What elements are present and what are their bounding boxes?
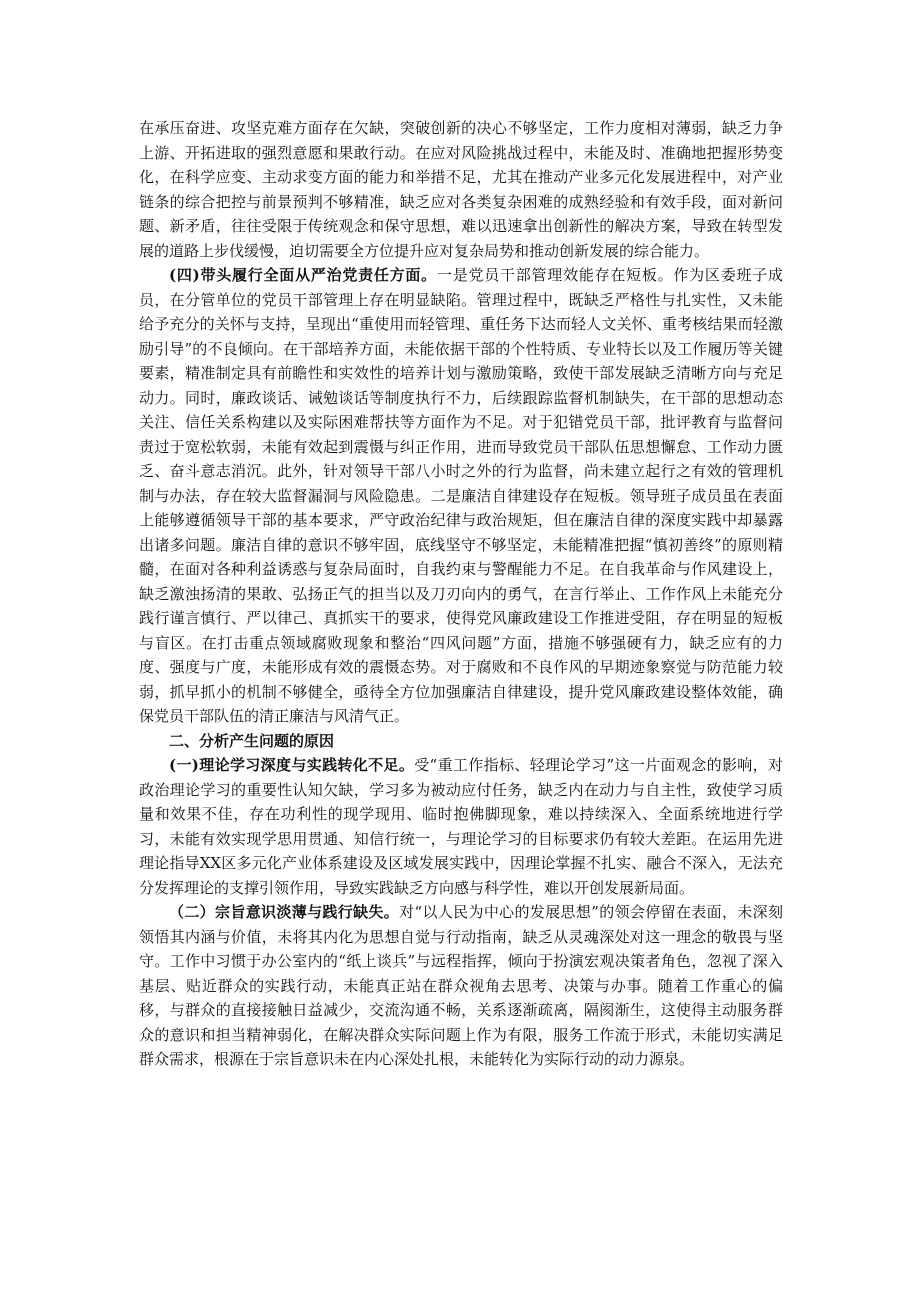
section-heading-1: (一)理论学习深度与实践转化不足。 xyxy=(169,756,415,774)
paragraph-purpose-awareness xyxy=(139,900,783,1072)
paragraph-party-governance xyxy=(139,263,783,729)
paragraph-text: 一是党员干部管理效能存在短板。作为区委班子成员，在分管单位的党员干部管理上存在明显缺陷。管理过程中，既缺乏严格性与扎实性，又未能给予充分的关怀与支持，呈现出“重使用而轻管理、重任务下达而轻人文关怀、重考核结果而轻激励引导”的不良倾向。在干部培养方面，未能依据干部的个性特质、专业特长以及工作履历等关键要素，精准制定具有前瞻性和实效性的培养计划与激励策略，致使干部发展缺乏清晰方向与充足动力。同时，廉政谈话、诫勉谈话等制度执行不力，后续跟踪监督机制缺失，在干部的思想动态关注、信任关系构建以及实际困难帮扶等方面作为不足。对于犯错党员干部，批评教育与监督问责过于宽松软弱，未能有效起到震慑与纠正作用，进而导致党员干部队伍思想懈怠、工作动力匮乏、奋斗意志消沉。此外，针对领导干部八小时之外的行为监督，尚未建立起行之有效的管理机制与办法，存在较大监督漏洞与风险隐患。二是廉洁自律建设存在短板。领导班子成员虽在表面上能够遵循领导干部的基本要求，严守政治纪律与政治规矩，但在廉洁自律的深度实践中却暴露出诸多问题。廉洁自律的意识不够牢固，底线坚守不够坚定，未能精准把握“慎初善终”的原则精髓，在面对各种利益诱惑与复杂局面时，自我约束与警醒能力不足。在自我革命与作风建设上，缺乏激浊扬清的果敢、弘扬正气的担当以及刀刃向内的勇气，在言行举止、工作作风上未能充分践行谨言慎行、严以律己、真抓实干的要求，使得党风廉政建设工作推进受阻，存在明显的短板与盲区。在打击重点领域腐败现象和整治“四风问题”方面，措施不够强硬有力，缺乏应有的力度、强度与广度，未能形成有效的震慑态势。对于腐败和不良作风的早期迹象察觉与防范能力较弱，抓早抓小的机制不够健全，亟待全方位加强廉洁自律建设，提升党风廉政建设整体效能，确保党员干部队伍的清正廉洁与风清气正。 xyxy=(139,266,783,725)
document-body xyxy=(139,116,783,1072)
section-heading-4: (四)带头履行全面从严治党责任方面。 xyxy=(169,266,437,284)
paragraph-capability: 在承压奋进、攻坚克难方面存在欠缺，突破创新的决心不够坚定，工作力度相对薄弱，缺乏力争上游、开拓进取的强烈意愿和果敢行动。在应对风险挑战过程中，未能及时、准确地把握形势变化，在科学应变、主动求变方面的能力和举措不足，尤其在推动产业多元化发展进程中，对产业链条的综合把控与前景预判不够精准，缺乏应对各类复杂困难的成熟经验和有效手段，面对新问题、新矛盾，往往受限于传统观念和保守思想，难以迅速拿出创新性的解决方案，导致在转型发展的道路上步伐缓慢，迫切需要全方位提升应对复杂局势和推动创新发展的综合能力。 xyxy=(139,119,783,260)
section-heading-2: （二）宗旨意识淡薄与践行缺失。 xyxy=(169,903,400,921)
paragraph-text: 对“以人民为中心的发展思想”的领会停留在表面，未深刻领悟其内涵与价值，未将其内化为思想自觉与行动指南，缺乏从灵魂深处对这一理念的敬畏与坚守。工作中习惯于办公室内的“纸上谈兵”与远程指挥，倾向于扮演宏观决策者角色，忽视了深入基层、贴近群众的实践行动，未能真正站在群众视角去思考、决策与办事。随着工作重心的偏移，与群众的直接接触日益减少，交流沟通不畅，关系逐渐疏离，隔阂渐生，这使得主动服务群众的意识和担当精神弱化，在解决群众实际问题上作为有限，服务工作流于形式，未能切实满足群众需求，根源在于宗旨意识未在内心深处扎根，未能转化为实际行动的动力源泉。 xyxy=(139,903,783,1068)
chapter-heading-causes: 二、分析产生问题的原因 xyxy=(169,731,335,750)
paragraph-theory-study xyxy=(139,753,783,900)
paragraph-text: 受“重工作指标、轻理论学习”这一片面观念的影响，对政治理论学习的重要性认知欠缺，学习多为被动应付任务，缺乏内在动力与自主性，致使学习质量和效果不佳，存在功利性的现学现用、临时抱佛脚现象，难以持续深入、全面系统地进行学习，未能有效实现学思用贯通、知信行统一，与理论学习的目标要求仍有较大差距。在运用先进理论指导XX区多元化产业体系建设及区域发展实践中，因理论掌握不扎实、融合不深入，无法充分发挥理论的支撑引领作用，导致实践缺乏方向感与科学性，难以开创发展新局面。 xyxy=(139,756,784,897)
